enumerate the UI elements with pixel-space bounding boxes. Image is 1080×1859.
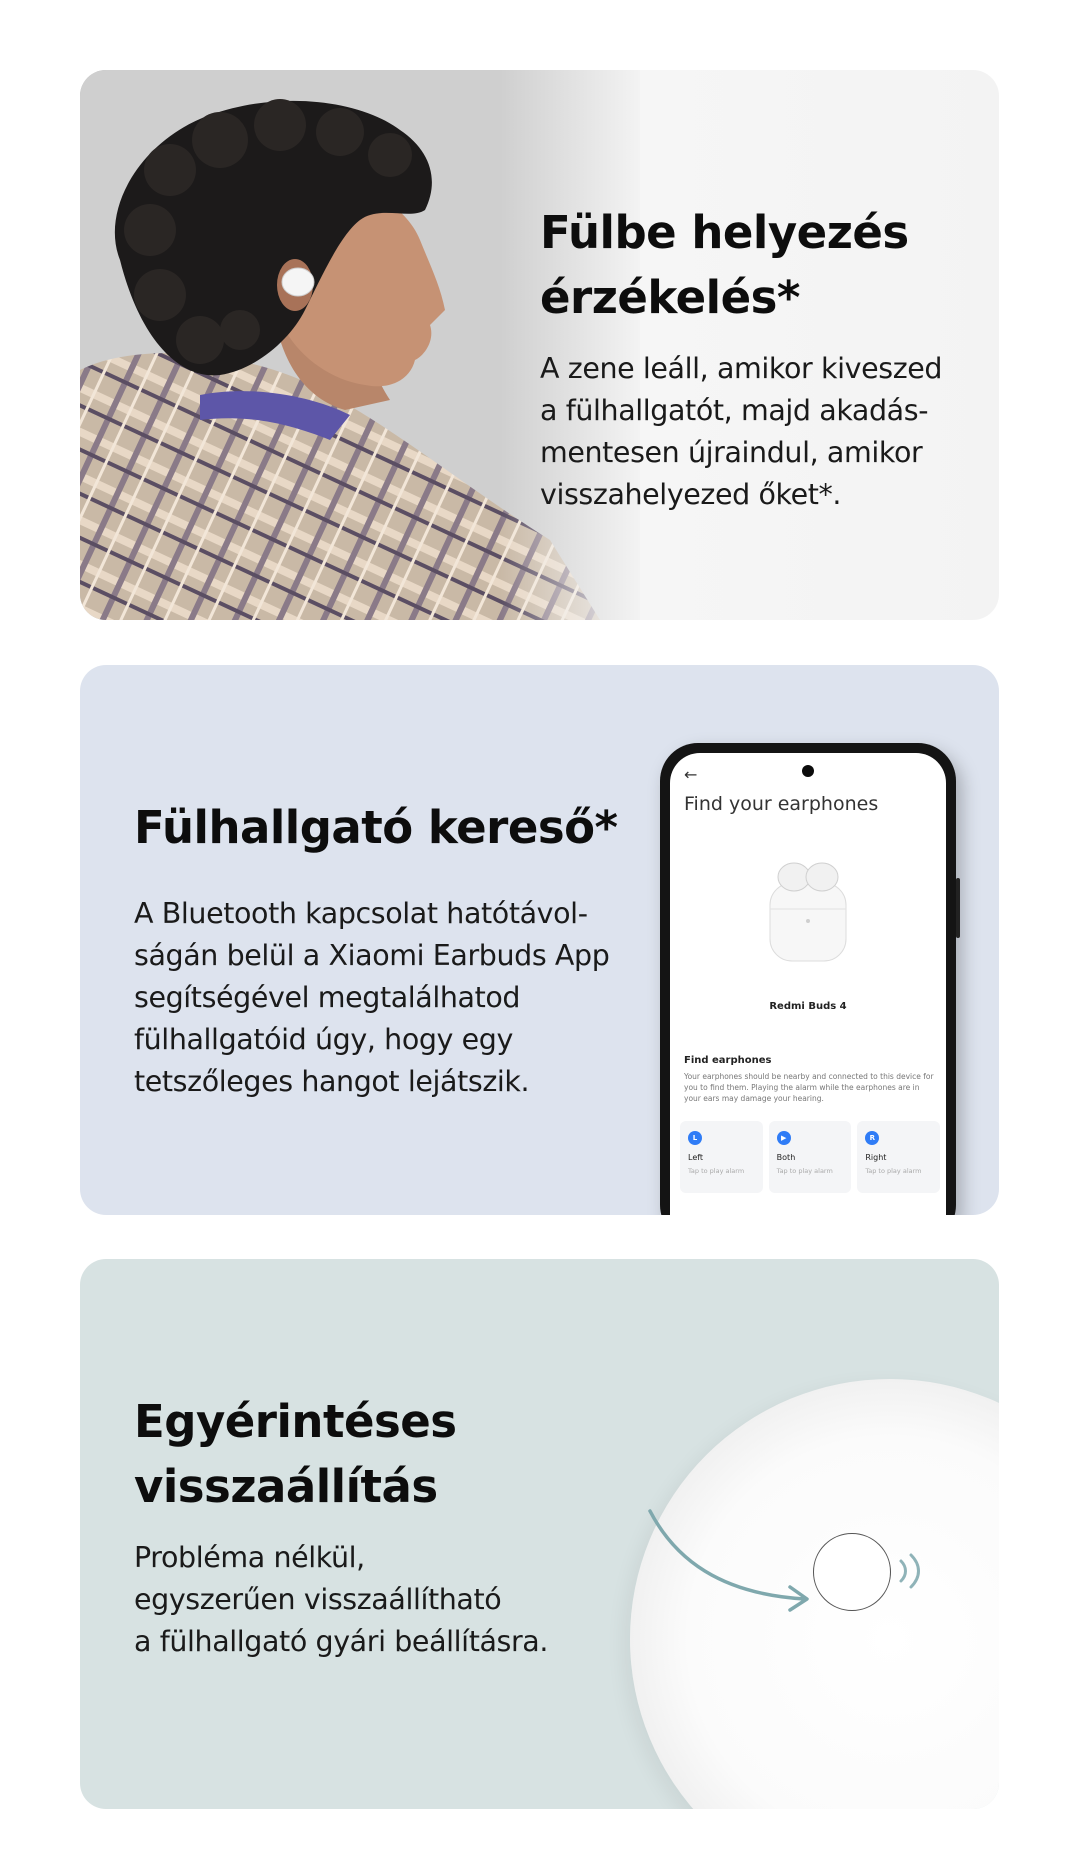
phone-mockup	[660, 743, 956, 1215]
feature-title: Fülbe helyezés érzékelés*	[540, 206, 909, 324]
feature-description: A zene leáll, amikor kiveszed a fülhallgatót, majd akadás- mentesen újraindul, amikor visszahelyezed őket*.	[540, 352, 943, 511]
option-sublabel: Tap to play alarm	[688, 1167, 745, 1175]
signal-waves-icon	[895, 1551, 925, 1591]
feature-title: Egyérintéses visszaállítás	[134, 1395, 457, 1513]
screen-title: Find your earphones	[684, 793, 879, 815]
right-icon: R	[865, 1131, 879, 1145]
phone-side-button	[956, 878, 960, 938]
phone-screen	[670, 753, 946, 1215]
device-name: Redmi Buds 4	[769, 1001, 847, 1012]
feature-card-in-ear-detection	[80, 70, 999, 620]
feature-card-one-touch-reset	[80, 1259, 999, 1809]
feature-title: Fülhallgató kereső*	[134, 801, 618, 854]
left-icon: L	[688, 1131, 702, 1145]
find-earphones-description: Your earphones should be nearby and connected to this device for you to find them. Playing the alarm while the earphones are in your ears may damage your hearing.	[684, 1072, 934, 1103]
feature-card-earphone-finder	[80, 665, 999, 1215]
feature-description: Probléma nélkül, egyszerűen visszaállítható a fülhallgató gyári beállításra.	[134, 1541, 549, 1658]
option-sublabel: Tap to play alarm	[865, 1167, 922, 1175]
back-arrow-icon[interactable]: ←	[684, 765, 698, 784]
option-label: Right	[865, 1153, 887, 1162]
option-label: Left	[688, 1153, 704, 1162]
option-right[interactable]	[857, 1121, 940, 1193]
earbuds-case-image	[748, 853, 868, 973]
person-with-earbud-photo	[80, 70, 640, 620]
option-both[interactable]	[769, 1121, 852, 1193]
reset-button	[813, 1533, 891, 1611]
play-icon: ▶	[777, 1131, 791, 1145]
option-label: Both	[776, 1153, 796, 1162]
find-earphones-heading: Find earphones	[684, 1055, 772, 1066]
feature-description: A Bluetooth kapcsolat hatótávol- ságán belül a Xiaomi Earbuds App segítségével megtalálhatod fülhallgatóid úgy, hogy egy tetszőleges hangot lejátszik.	[134, 897, 610, 1098]
alarm-options	[680, 1121, 940, 1193]
front-camera	[802, 765, 814, 777]
option-sublabel: Tap to play alarm	[776, 1167, 833, 1175]
option-left[interactable]	[680, 1121, 763, 1193]
